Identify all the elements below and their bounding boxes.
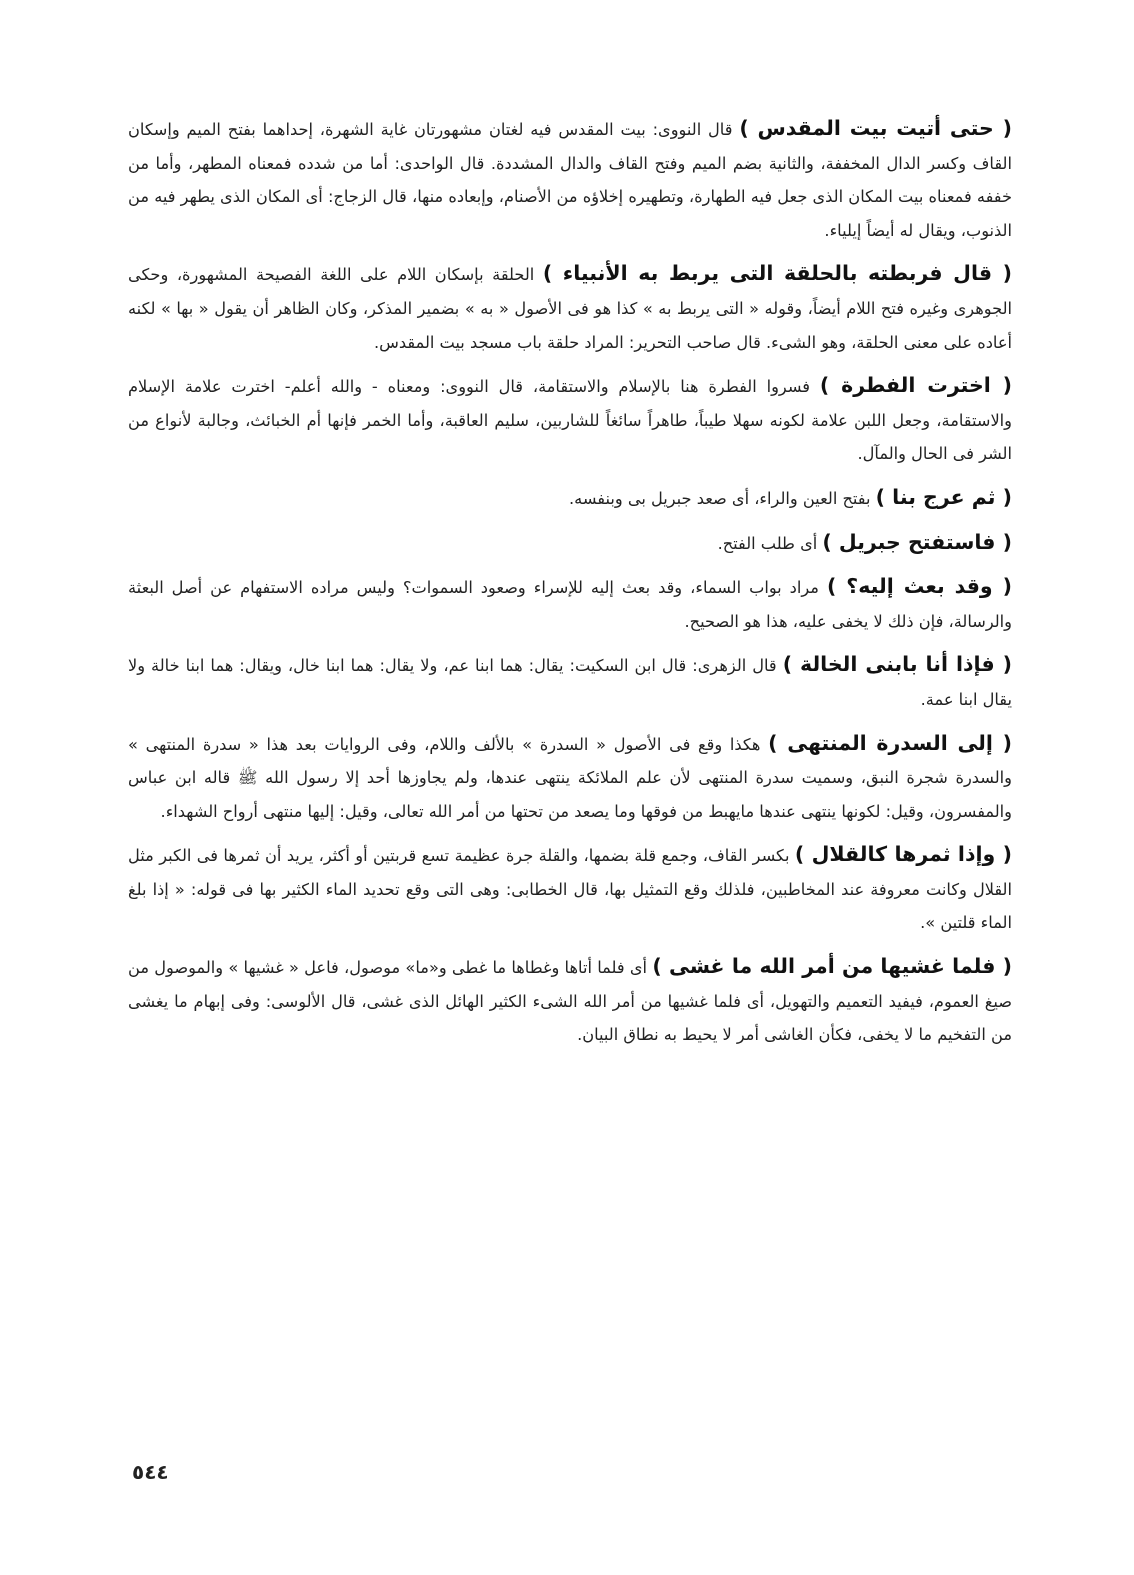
- document-body: [128, 112, 1012, 1062]
- paragraph-text: بكسر القاف، وجمع قلة بضمها، والقلة جرة عظيمة تسع قربتين أو أكثر، يريد أن ثمرها فى الكبر مثل القلال وكانت معروفة عند المخاطبين، فلذلك وقع التمثيل بها، قال الخطابى: وهى التى وقع تحديد الماء الكثير بها فى قوله: « إذا بلغ الماء قلتين ».: [128, 846, 1012, 933]
- paragraph-heading: ( وإذا ثمرها كالقلال ): [794, 842, 1012, 867]
- paragraph-heading: ( وقد بعث إليه؟ ): [826, 574, 1012, 599]
- paragraph-text: الحلقة بإسكان اللام على اللغة الفصيحة المشهورة، وحكى الجوهرى وغيره فتح اللام أيضاً، وقوله « التى يربط به » كذا هو فى الأصول « به » بضمير المذكر، وكان الظاهر أن يقول « بها » لكنه أعاده على معنى الحلقة، وهو الشىء. قال صاحب التحرير: المراد حلقة باب مسجد بيت المقدس.: [128, 265, 1012, 352]
- page-number: ٥٤٤: [132, 1460, 169, 1484]
- paragraph-text: هكذا وقع فى الأصول « السدرة » بالألف واللام، وفى الروايات بعد هذا « سدرة المنتهى » والسدرة شجرة النبق، وسميت سدرة المنتهى لأن علم الملائكة ينتهى عندها، ولم يجاوزها أحد إلا رسول الله ﷺ قاله ابن عباس والمفسرون، وقيل: لكونها ينتهى عندها مايهبط من فوقها وما يصعد من تحتها من أمر الله تعالى، وقيل: إليها منتهى أرواح الشهداء.: [128, 734, 1012, 821]
- paragraph-text: مراد بواب السماء، وقد بعث إليه للإسراء وصعود السموات؟ وليس مراده الاستفهام عن أصل البعثة والرسالة، فإن ذلك لا يخفى عليه، هذا هو الصحيح.: [128, 578, 1012, 631]
- paragraph-7: [128, 648, 1012, 716]
- paragraph-10: [128, 950, 1012, 1052]
- paragraph-heading: ( فلما غشيها من أمر الله ما غشى ): [652, 954, 1012, 979]
- paragraph-heading: ( فإذا أنا بابنى الخالة ): [782, 652, 1012, 677]
- paragraph-heading: ( حتى أتيت بيت المقدس ): [739, 116, 1013, 140]
- paragraph-6: [128, 570, 1012, 638]
- paragraph-text: بفتح العين والراء، أى صعد جبريل بى وبنفسه.: [569, 488, 876, 508]
- paragraph-8: [128, 727, 1012, 829]
- paragraph-heading: ( ثم عرج بنا ): [875, 484, 1012, 509]
- paragraph-3: [128, 369, 1012, 471]
- paragraph-4: [128, 481, 1012, 516]
- paragraph-1: [128, 112, 1012, 247]
- paragraph-text: قال النووى: بيت المقدس فيه لغتان مشهورتان غاية الشهرة، إحداهما بفتح الميم وإسكان القاف وكسر الدال المخففة، والثانية بضم الميم وفتح القاف والدال المشددة. قال الواحدى: أما من شدده فمعناه المطهر، وأما من خففه فمعناه بيت المكان الذى جعل فيه الطهارة، وتطهيره إخلاؤه من الأصنام، وإبعاده منها، قال الزجاج: أى المكان الذى يطهر فيه من الذنوب، ويقال له أيضاً إيلياء.: [128, 120, 1012, 240]
- paragraph-heading: ( فاستفتح جبريل ): [822, 529, 1012, 554]
- paragraph-heading: ( إلى السدرة المنتهى ): [768, 730, 1012, 755]
- paragraph-text: أى طلب الفتح.: [717, 533, 823, 553]
- paragraph-2: [128, 257, 1012, 359]
- paragraph-heading: ( اخترت الفطرة ): [819, 373, 1012, 398]
- paragraph-text: فسروا الفطرة هنا بالإسلام والاستقامة، قال النووى: ومعناه - والله أعلم- اخترت علامة الإسلام والاستقامة، وجعل اللبن علامة لكونه سهلا طيباً، طاهراً سائغاً للشاربين، سليم العاقبة، وأما الخمر فإنها أم الخبائث، وجالبة لأنواع من الشر فى الحال والمآل.: [128, 377, 1012, 464]
- paragraph-heading: ( قال فربطته بالحلقة التى يربط به الأنبياء ): [542, 261, 1012, 286]
- paragraph-5: [128, 526, 1012, 561]
- paragraph-text: أى فلما أتاها وغطاها ما غطى و«ما» موصول، فاعل « غشيها » والموصول من صيغ العموم، فيفيد التعميم والتهويل، أى فلما غشيها من أمر الله الشىء الكثير الهائل الذى غشى، قال الألوسى: وفى إبهام ما يغشى من التفخيم ما لا يخفى، فكأن الغاشى أمر لا يحيط به نطاق البيان.: [128, 958, 1012, 1045]
- paragraph-9: [128, 838, 1012, 940]
- paragraph-text: قال الزهرى: قال ابن السكيت: يقال: هما ابنا عم، ولا يقال: هما ابنا خال، ويقال: هما ابنا خالة ولا يقال ابنا عمة.: [128, 656, 1012, 709]
